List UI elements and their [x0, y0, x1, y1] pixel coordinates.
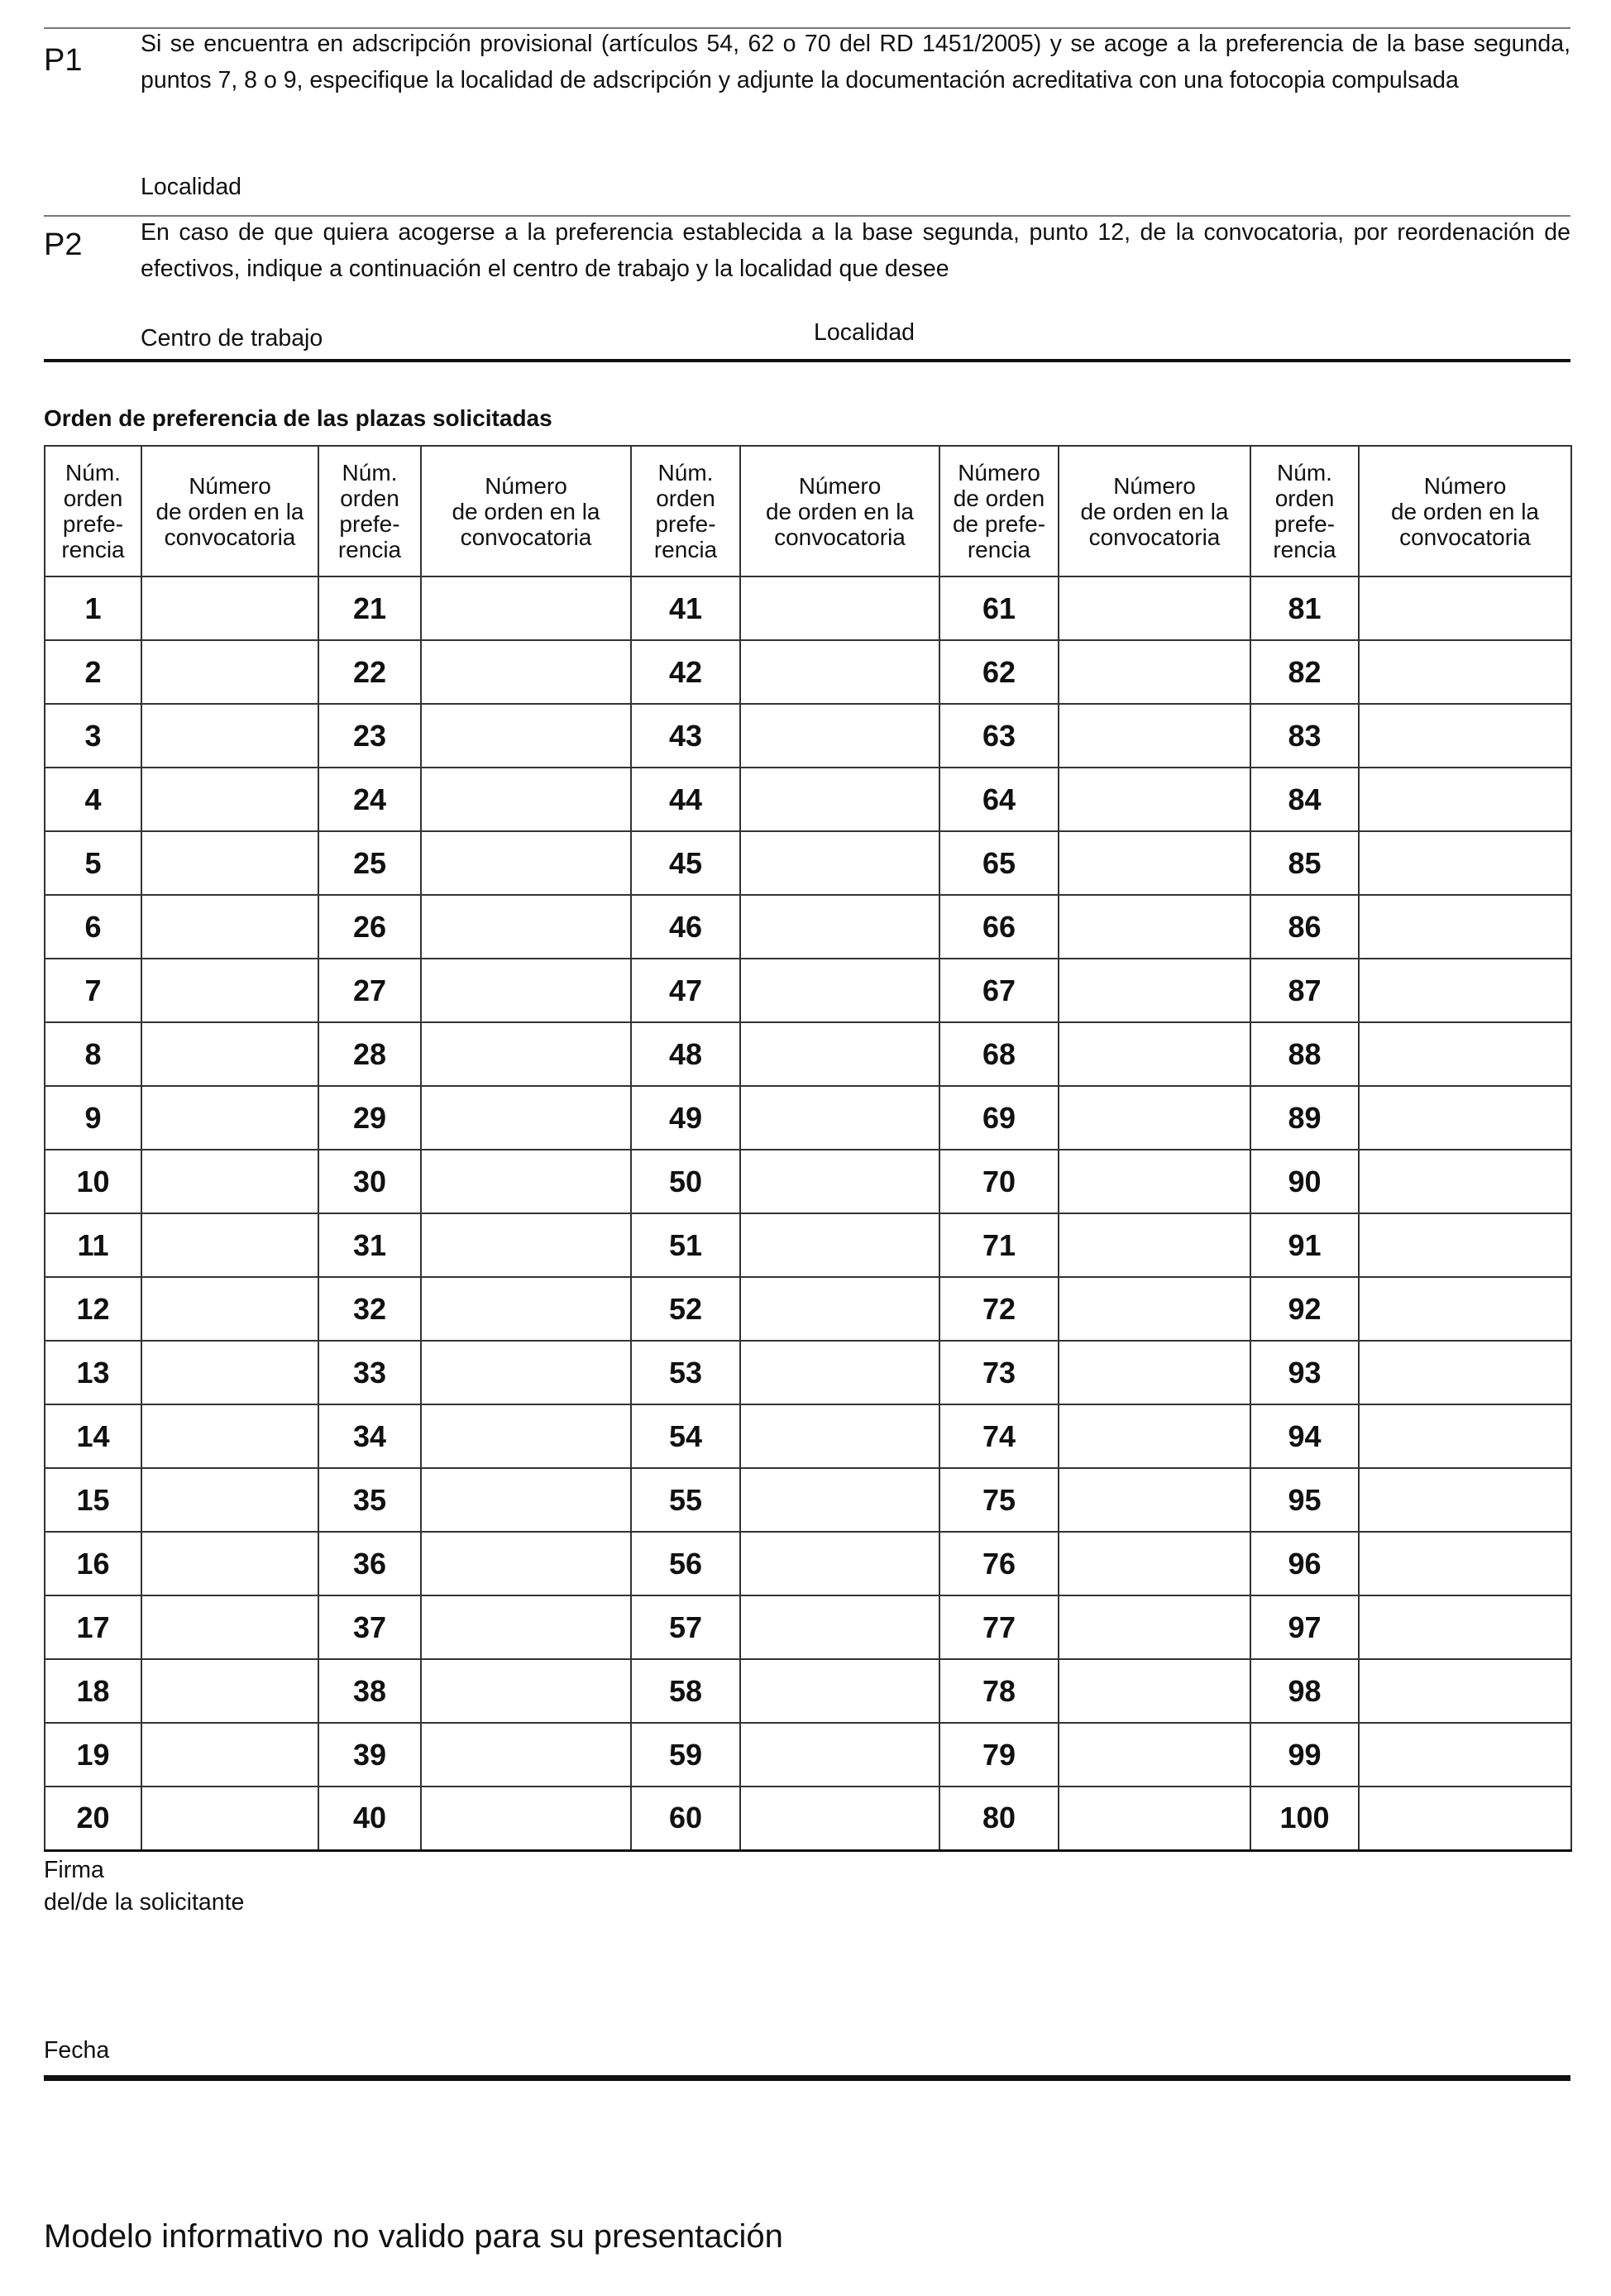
convocatoria-number-field[interactable]: [141, 1277, 318, 1341]
convocatoria-number-field[interactable]: [421, 1787, 631, 1850]
table-row: [45, 1213, 1571, 1277]
header-orden-convocatoria: [421, 446, 631, 576]
header-line: prefe-: [1274, 511, 1336, 537]
preference-number: 15: [45, 1468, 141, 1532]
table-row: [45, 959, 1571, 1022]
convocatoria-number-field[interactable]: [1359, 1723, 1571, 1787]
convocatoria-number-field[interactable]: [740, 1086, 939, 1150]
convocatoria-number-field[interactable]: [141, 640, 318, 704]
convocatoria-number-field[interactable]: [141, 1532, 318, 1595]
header-line: Número: [1423, 472, 1507, 499]
convocatoria-number-field[interactable]: [141, 576, 318, 640]
convocatoria-number-field[interactable]: [421, 1532, 631, 1595]
preference-number: 18: [45, 1659, 141, 1723]
preference-number: 47: [631, 959, 740, 1022]
convocatoria-number-field[interactable]: [421, 1468, 631, 1532]
preference-number: 35: [318, 1468, 421, 1532]
convocatoria-number-field[interactable]: [1059, 1213, 1250, 1277]
preference-number: 50: [631, 1150, 740, 1213]
table-row: [45, 1659, 1571, 1723]
convocatoria-number-field[interactable]: [1359, 831, 1571, 895]
header-line: de orden en la: [155, 498, 304, 524]
preference-number: 48: [631, 1022, 740, 1086]
preference-number: 73: [939, 1341, 1059, 1404]
table-row: [45, 704, 1571, 768]
table-row: [45, 768, 1571, 831]
convocatoria-number-field[interactable]: [141, 959, 318, 1022]
convocatoria-number-field[interactable]: [141, 704, 318, 768]
preference-number: 7: [45, 959, 141, 1022]
preference-number: 32: [318, 1277, 421, 1341]
convocatoria-number-field[interactable]: [141, 1150, 318, 1213]
preference-number: 8: [45, 1022, 141, 1086]
header-line: Núm.: [657, 460, 714, 486]
preference-number: 39: [318, 1723, 421, 1787]
table-row: [45, 1723, 1571, 1787]
header-line: rencia: [337, 537, 402, 562]
convocatoria-number-field[interactable]: [421, 959, 631, 1022]
preference-number: 21: [318, 576, 421, 640]
preference-number: 25: [318, 831, 421, 895]
convocatoria-number-field[interactable]: [1059, 1723, 1250, 1787]
preference-number: 66: [939, 895, 1059, 959]
preference-number: 24: [318, 768, 421, 831]
convocatoria-number-field[interactable]: [1059, 640, 1250, 704]
table-row: [45, 1341, 1571, 1404]
convocatoria-number-field[interactable]: [1359, 1468, 1571, 1532]
convocatoria-number-field[interactable]: [1359, 1595, 1571, 1659]
p2-localidad-label: Localidad: [814, 319, 915, 346]
convocatoria-number-field[interactable]: [1359, 1341, 1571, 1404]
firma-label: Firma: [44, 1857, 104, 1883]
preference-number: 13: [45, 1341, 141, 1404]
preference-number: 60: [631, 1787, 740, 1850]
convocatoria-number-field[interactable]: [141, 1659, 318, 1723]
preference-number: 81: [1250, 576, 1359, 640]
preference-number: 5: [45, 831, 141, 895]
preference-number: 33: [318, 1341, 421, 1404]
convocatoria-number-field[interactable]: [421, 768, 631, 831]
convocatoria-number-field[interactable]: [141, 1723, 318, 1787]
header-line: de prefe-: [952, 511, 1046, 537]
convocatoria-number-field[interactable]: [421, 1595, 631, 1659]
preference-number: 97: [1250, 1595, 1359, 1659]
preference-number: 34: [318, 1404, 421, 1468]
convocatoria-number-field[interactable]: [740, 1787, 939, 1850]
preference-table: [44, 445, 1572, 1852]
convocatoria-number-field[interactable]: [740, 895, 939, 959]
convocatoria-number-field[interactable]: [1359, 1404, 1571, 1468]
preference-number: 57: [631, 1595, 740, 1659]
convocatoria-number-field[interactable]: [1359, 576, 1571, 640]
preference-number: 6: [45, 895, 141, 959]
preference-number: 61: [939, 576, 1059, 640]
preference-number: 14: [45, 1404, 141, 1468]
convocatoria-number-field[interactable]: [740, 959, 939, 1022]
convocatoria-number-field[interactable]: [141, 768, 318, 831]
table-row: [45, 1150, 1571, 1213]
convocatoria-number-field[interactable]: [740, 768, 939, 831]
fecha-label: Fecha: [44, 2037, 110, 2064]
preference-number: 84: [1250, 768, 1359, 831]
convocatoria-number-field[interactable]: [421, 1659, 631, 1723]
preference-number: 28: [318, 1022, 421, 1086]
header-orden-preferencia: [1250, 446, 1359, 576]
convocatoria-number-field[interactable]: [141, 831, 318, 895]
header-line: Número: [485, 472, 567, 499]
preference-number: 90: [1250, 1150, 1359, 1213]
convocatoria-number-field[interactable]: [1059, 1787, 1250, 1850]
preference-number: 4: [45, 768, 141, 831]
preference-number: 29: [318, 1086, 421, 1150]
table-row: [45, 640, 1571, 704]
header-line: convocatoria: [460, 524, 592, 550]
preference-number: 43: [631, 704, 740, 768]
preference-number: 68: [939, 1022, 1059, 1086]
preference-number: 42: [631, 640, 740, 704]
header-line: rencia: [967, 537, 1031, 562]
preference-number: 36: [318, 1532, 421, 1595]
header-orden-convocatoria: [141, 446, 318, 576]
convocatoria-number-field[interactable]: [141, 1213, 318, 1277]
header-line: Número: [189, 472, 271, 499]
preference-number: 72: [939, 1277, 1059, 1341]
convocatoria-number-field[interactable]: [1059, 1150, 1250, 1213]
preference-number: 53: [631, 1341, 740, 1404]
preference-number: 78: [939, 1659, 1059, 1723]
table-row: [45, 1404, 1571, 1468]
table-row: [45, 831, 1571, 895]
firma-solicitante-label: del/de la solicitante: [44, 1889, 245, 1916]
convocatoria-number-field[interactable]: [1059, 704, 1250, 768]
header-line: prefe-: [655, 511, 716, 537]
preference-number: 55: [631, 1468, 740, 1532]
header-line: convocatoria: [1088, 524, 1221, 550]
table-row: [45, 1595, 1571, 1659]
convocatoria-number-field[interactable]: [421, 640, 631, 704]
convocatoria-number-field[interactable]: [141, 1404, 318, 1468]
convocatoria-number-field[interactable]: [1059, 1086, 1250, 1150]
header-line: orden: [1274, 486, 1335, 511]
preference-number: 65: [939, 831, 1059, 895]
preference-number: 40: [318, 1787, 421, 1850]
convocatoria-number-field[interactable]: [740, 1022, 939, 1086]
convocatoria-number-field[interactable]: [1359, 1277, 1571, 1341]
preference-number: 92: [1250, 1277, 1359, 1341]
convocatoria-number-field[interactable]: [1359, 1659, 1571, 1723]
convocatoria-number-field[interactable]: [141, 1787, 318, 1850]
preference-number: 1: [45, 576, 141, 640]
convocatoria-number-field[interactable]: [1359, 1787, 1571, 1850]
convocatoria-number-field[interactable]: [1059, 1022, 1250, 1086]
convocatoria-number-field[interactable]: [740, 1532, 939, 1595]
preference-number: 31: [318, 1213, 421, 1277]
preference-number: 82: [1250, 640, 1359, 704]
convocatoria-number-field[interactable]: [740, 1595, 939, 1659]
table-row: [45, 1022, 1571, 1086]
preference-number: 27: [318, 959, 421, 1022]
convocatoria-number-field[interactable]: [421, 1022, 631, 1086]
preference-number: 58: [631, 1659, 740, 1723]
preference-number: 49: [631, 1086, 740, 1150]
preference-number: 70: [939, 1150, 1059, 1213]
convocatoria-number-field[interactable]: [421, 1086, 631, 1150]
preference-number: 26: [318, 895, 421, 959]
preference-number: 37: [318, 1595, 421, 1659]
convocatoria-number-field[interactable]: [141, 1022, 318, 1086]
convocatoria-number-field[interactable]: [740, 1659, 939, 1723]
convocatoria-number-field[interactable]: [421, 1213, 631, 1277]
preference-number: 76: [939, 1532, 1059, 1595]
preference-number: 22: [318, 640, 421, 704]
preference-number: 19: [45, 1723, 141, 1787]
header-orden-preferencia: [45, 446, 141, 576]
convocatoria-number-field[interactable]: [141, 1468, 318, 1532]
preference-number: 63: [939, 704, 1059, 768]
preference-number: 11: [45, 1213, 141, 1277]
header-line: de orden en la: [765, 498, 915, 524]
preference-number: 91: [1250, 1213, 1359, 1277]
header-orden-convocatoria: [1359, 446, 1571, 576]
header-orden-convocatoria: [1059, 446, 1250, 576]
preference-number: 41: [631, 576, 740, 640]
header-line: convocatoria: [774, 524, 906, 550]
preference-number: 12: [45, 1277, 141, 1341]
convocatoria-number-field[interactable]: [421, 1341, 631, 1404]
preference-number: 17: [45, 1595, 141, 1659]
header-line: de orden en la: [1080, 498, 1229, 524]
preference-number: 96: [1250, 1532, 1359, 1595]
convocatoria-number-field[interactable]: [1059, 1468, 1250, 1532]
header-line: Núm.: [1277, 460, 1332, 486]
header-line: Número: [958, 460, 1040, 486]
convocatoria-number-field[interactable]: [740, 1277, 939, 1341]
p2-text: En caso de que quiera acogerse a la preferencia establecida a la base segunda, punto 12, de la convocatoria, por reordenación de efectivos, indique a continuación el centro de trabajo y la localidad que desee: [141, 219, 1570, 282]
preference-number: 23: [318, 704, 421, 768]
convocatoria-number-field[interactable]: [740, 1341, 939, 1404]
convocatoria-number-field[interactable]: [1059, 895, 1250, 959]
table-row: [45, 1086, 1571, 1150]
preference-number: 45: [631, 831, 740, 895]
convocatoria-number-field[interactable]: [1059, 1404, 1250, 1468]
convocatoria-number-field[interactable]: [740, 1213, 939, 1277]
header-line: Número: [1113, 472, 1196, 499]
preference-number: 86: [1250, 895, 1359, 959]
preference-number: 95: [1250, 1468, 1359, 1532]
convocatoria-number-field[interactable]: [1359, 1022, 1571, 1086]
convocatoria-number-field[interactable]: [421, 704, 631, 768]
convocatoria-number-field[interactable]: [1359, 1150, 1571, 1213]
header-line: rencia: [61, 537, 125, 562]
header-line: prefe-: [62, 511, 124, 537]
header-orden-preferencia: [318, 446, 421, 576]
preference-number: 10: [45, 1150, 141, 1213]
header-line: convocatoria: [1399, 524, 1531, 550]
convocatoria-number-field[interactable]: [1359, 1086, 1571, 1150]
convocatoria-number-field[interactable]: [1359, 895, 1571, 959]
preference-number: 56: [631, 1532, 740, 1595]
header-line: orden: [63, 486, 123, 511]
preference-number: 54: [631, 1404, 740, 1468]
header-orden-preferencia: [631, 446, 740, 576]
p2-centro-label: Centro de trabajo: [141, 325, 323, 352]
convocatoria-number-field[interactable]: [1359, 640, 1571, 704]
preference-number: 98: [1250, 1659, 1359, 1723]
table-row: [45, 895, 1571, 959]
preference-number: 9: [45, 1086, 141, 1150]
header-line: Núm.: [342, 460, 398, 486]
preference-number: 51: [631, 1213, 740, 1277]
header-line: orden: [340, 486, 399, 511]
convocatoria-number-field[interactable]: [421, 576, 631, 640]
convocatoria-number-field[interactable]: [421, 895, 631, 959]
header-orden-preferencia: [939, 446, 1059, 576]
preference-number: 59: [631, 1723, 740, 1787]
convocatoria-number-field[interactable]: [740, 831, 939, 895]
header-line: convocatoria: [164, 524, 296, 550]
table-row: [45, 1468, 1571, 1532]
preference-number: 67: [939, 959, 1059, 1022]
preference-number: 69: [939, 1086, 1059, 1150]
convocatoria-number-field[interactable]: [1059, 959, 1250, 1022]
p1-tag: P1: [44, 43, 83, 78]
preference-number: 79: [939, 1723, 1059, 1787]
preference-number: 71: [939, 1213, 1059, 1277]
preference-number: 62: [939, 640, 1059, 704]
preference-number: 30: [318, 1150, 421, 1213]
convocatoria-number-field[interactable]: [1059, 1659, 1250, 1723]
convocatoria-number-field[interactable]: [421, 831, 631, 895]
convocatoria-number-field[interactable]: [1059, 768, 1250, 831]
convocatoria-number-field[interactable]: [740, 1404, 939, 1468]
preference-number: 3: [45, 704, 141, 768]
convocatoria-number-field[interactable]: [1059, 1532, 1250, 1595]
preference-number: 20: [45, 1787, 141, 1850]
convocatoria-number-field[interactable]: [141, 1341, 318, 1404]
preference-number: 44: [631, 768, 740, 831]
signature-area[interactable]: [44, 1923, 1570, 2031]
convocatoria-number-field[interactable]: [740, 640, 939, 704]
disclaimer-note: Modelo informativo no valido para su presentación: [44, 2218, 783, 2255]
preference-number: 52: [631, 1277, 740, 1341]
convocatoria-number-field[interactable]: [1359, 1213, 1571, 1277]
convocatoria-number-field[interactable]: [1059, 1341, 1250, 1404]
p1-localidad-label: Localidad: [141, 174, 242, 200]
preference-number: 46: [631, 895, 740, 959]
convocatoria-number-field[interactable]: [421, 1723, 631, 1787]
preference-number: 85: [1250, 831, 1359, 895]
preference-number: 77: [939, 1595, 1059, 1659]
table-row: [45, 576, 1571, 640]
table-row: [45, 1277, 1571, 1341]
convocatoria-number-field[interactable]: [740, 1723, 939, 1787]
preference-number: 94: [1250, 1404, 1359, 1468]
section-rule: [44, 359, 1570, 362]
p1-text: Si se encuentra en adscripción provisional (artículos 54, 62 o 70 del RD 1451/2005) y se acoge a la preferencia de la base segunda, puntos 7, 8 o 9, especifique la localidad de adscripción y adjunte la documentación acreditativa con una fotocopia compulsada: [141, 31, 1570, 93]
preference-number: 89: [1250, 1086, 1359, 1150]
convocatoria-number-field[interactable]: [421, 1150, 631, 1213]
preference-number: 38: [318, 1659, 421, 1723]
table-row: [45, 1787, 1571, 1850]
table-title: Orden de preferencia de las plazas solicitadas: [44, 405, 552, 431]
convocatoria-number-field[interactable]: [421, 1404, 631, 1468]
header-line: rencia: [1273, 537, 1336, 562]
header-line: orden: [656, 486, 715, 511]
convocatoria-number-field[interactable]: [740, 704, 939, 768]
preference-number: 74: [939, 1404, 1059, 1468]
preference-number: 100: [1250, 1787, 1359, 1850]
table-row: [45, 1532, 1571, 1595]
convocatoria-number-field[interactable]: [740, 1150, 939, 1213]
convocatoria-number-field[interactable]: [141, 1595, 318, 1659]
convocatoria-number-field[interactable]: [740, 1468, 939, 1532]
header-line: Núm.: [65, 460, 121, 486]
convocatoria-number-field[interactable]: [1359, 959, 1571, 1022]
convocatoria-number-field[interactable]: [141, 1086, 318, 1150]
convocatoria-number-field[interactable]: [1059, 1595, 1250, 1659]
convocatoria-number-field[interactable]: [1059, 1277, 1250, 1341]
preference-number: 75: [939, 1468, 1059, 1532]
header-line: rencia: [653, 537, 718, 562]
preference-number: 99: [1250, 1723, 1359, 1787]
header-line: de orden en la: [1390, 498, 1540, 524]
convocatoria-number-field[interactable]: [1359, 1532, 1571, 1595]
preference-number: 2: [45, 640, 141, 704]
footer-rule: [44, 2075, 1570, 2081]
convocatoria-number-field[interactable]: [1359, 704, 1571, 768]
preference-number: 87: [1250, 959, 1359, 1022]
convocatoria-number-field[interactable]: [1059, 576, 1250, 640]
header-line: prefe-: [339, 511, 400, 537]
preference-number: 80: [939, 1787, 1059, 1850]
convocatoria-number-field[interactable]: [1059, 831, 1250, 895]
convocatoria-number-field[interactable]: [141, 895, 318, 959]
header-line: de orden: [953, 486, 1045, 511]
preference-number: 93: [1250, 1341, 1359, 1404]
preference-number: 64: [939, 768, 1059, 831]
preference-number: 16: [45, 1532, 141, 1595]
convocatoria-number-field[interactable]: [421, 1277, 631, 1341]
header-orden-convocatoria: [740, 446, 939, 576]
convocatoria-number-field[interactable]: [1359, 768, 1571, 831]
header-line: Número: [798, 472, 882, 499]
preference-number: 88: [1250, 1022, 1359, 1086]
header-line: de orden en la: [452, 498, 600, 524]
preference-number: 83: [1250, 704, 1359, 768]
p2-tag: P2: [44, 227, 83, 262]
convocatoria-number-field[interactable]: [740, 576, 939, 640]
